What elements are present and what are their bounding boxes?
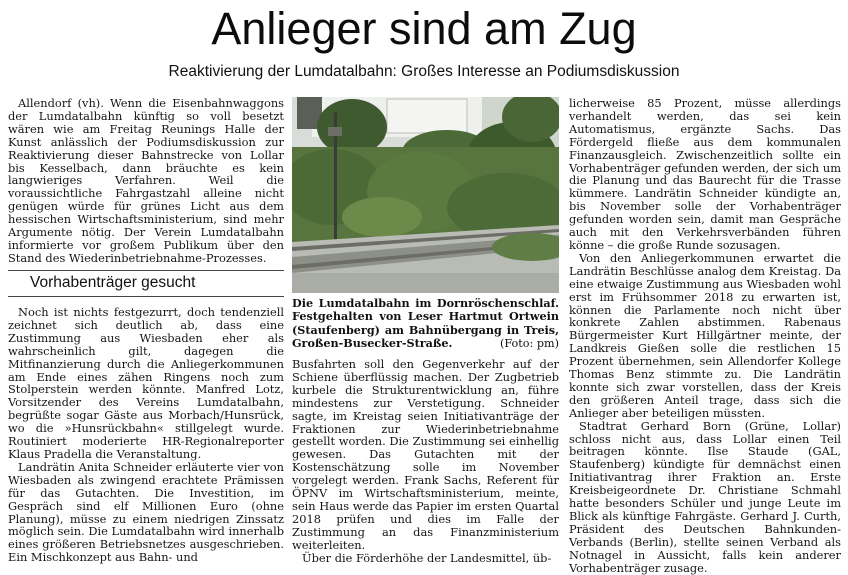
subheadline: Reaktivierung der Lumdatalbahn: Großes Interesse an Podiumsdiskussion — [168, 63, 680, 80]
article-column-3 — [569, 97, 841, 575]
article-column-1-lower — [8, 306, 284, 564]
paragraph: Stadtrat Gerhard Born (Grüne, Lollar) schloss nicht aus, dass Lollar einen Teil beitragen könnte. Ilse Staude (GAL, Staufenberg) kündigte für demnächst einen Initiativantrag ihrer Fraktion an. Erste Kreisbeigeordnete Dr. Christiane Schmahl hatte besonders Schüler und junge Leute im Blick als künftige Fahrgäste. Gerhard J. Curth, Präsident des Deutschen Bahnkunden-Verbands (Berlin), stellte seinen Verband als Notnagel in Aussicht, falls kein anderer Vorhabenträger zusage. — [569, 418, 841, 575]
paragraph: Busfahrten soll den Gegenverkehr auf der Schiene überflüssig machen. Der Zugbetrieb kurbele die Strukturentwicklung an, führe mindestens zur Verstetigung. Schneider sagte, im Kreistag seien Initiativanträge der Fraktionen zur Wiederinbetriebnahme gestellt worden. Die Zustimmung sei einhellig gewesen. Das Gutachten mit der Kostenschätzung solle im November vorgelegt werden. Frank Sachs, Referent für ÖPNV im Wirtschaftsministerium, meinte, sein Haus werde das Papier im ersten Quartal 2018 prüfen und dies im Falle der Zustimmung an das Finanzministerium weiterleiten. — [292, 357, 559, 552]
railway-photo-illustration — [292, 97, 559, 293]
article-column-2 — [292, 358, 559, 565]
paragraph: Landrätin Anita Schneider erläuterte vier von Wiesbaden als zwingend erachtete Prämissen für das Gutachten. Die Investition, im Gespräch sind elf Millionen Euro (ohne Planung), müsse zu einem niedrigen Zinssatz möglich sein. Die Lumdatalbahn wird innerhalb eines größeren Betriebsnetzes ausgeschrieben. Ein Mischkonzept aus Bahn- und — [8, 459, 285, 565]
crosshead: Vorhabenträger gesucht — [8, 270, 284, 297]
paragraph: Über die Förderhöhe der Landesmittel, üb- — [302, 550, 552, 565]
intro-paragraph: Allendorf (vh). Wenn die Eisenbahnwaggons der Lumdatalbahn künftig so voll besetzt wären wie am Freitag Reunings Halle der Kunst anlässlich der Podiumsdiskussion zur Reaktivierung dieser Bahnstrecke von Lollar bis Kesselbach, dann bräuchte es kein langwieriges Verfahren. Weil die voraussichtliche Fahrgastzahl alleine nicht genügen würde für grünes Licht aus dem hessischen Wirtschaftsministerium, sind mehr Argumente nötig. Der Verein Lumdatalbahn informierte vor großem Publikum über den Stand des Wiederinbetriebnahme-Prozesses. — [8, 96, 284, 265]
photo-railway — [292, 97, 559, 293]
headline: Anlieger sind am Zug — [211, 3, 637, 54]
paragraph: licherweise 85 Prozent, müsse allerdings verhandelt werden, das sei kein Automatismus, ergänzte Sachs. Das Fördergeld fließe aus dem kommunalen Finanzausgleich. Zwischenzeitlich sollte ein Vorhabenträger gefunden werden, der sich um die Planung und das Baurecht für die Trasse kümmere. Landrätin Schneider kündigte an, bis November solle der Vorhabenträger gefunden worden sein, damit man Gespräche auch mit den Verkehrsverbänden führen könne – die große Runde sozusagen. — [569, 96, 841, 252]
photo-caption — [292, 297, 559, 351]
photo-credit: (Foto: pm) — [500, 337, 559, 351]
caption-text: Die Lumdatalbahn im Dornröschenschlaf. Festgehalten von Leser Hartmut Ortwein (Staufenberg) am Bahnübergang in Treis, Großen-Busecker-Straße. — [292, 296, 559, 351]
paragraph: Von den Anliegerkommunen erwartet die Landrätin Beschlüsse analog dem Kreistag. Da eine etwaige Zustimmung aus Wiesbaden wohl erst im Frühsommer 2018 zu erwarten ist, können die Parlamente noch nicht über konkrete Zahlen abstimmen. Rabenaus Bürgermeister Kurt Hillgärtner meinte, der Landkreis Gießen solle die restlichen 15 Prozent übernehmen, sein Allendorfer Kollege Thomas Benz stimmte zu. Die Landrätin konnte sich zwar vorstellen, dass der Kreis den größeren Anteil trage, dass sich die Anlieger aber beteiligen müssten. — [569, 250, 841, 420]
article-column-1 — [8, 97, 284, 265]
paragraph: Noch ist nichts festgezurrt, doch tendenziell zeichnet sich deutlich ab, dass eine Zustimmung aus Wiesbaden eher als wahrscheinlich gilt, dagegen die Mitfinanzierung durch die Anliegerkommunen am Ende eines zähen Ringens noch zum Stolperstein werden könnte. Manfred Lotz, Vorsitzender des Vereins Lumdatalbahn, begrüßte sogar Gäste aus Morbach/Hunsrück, wo die »Hunsrückbahn« stillgelegt wurde. Routiniert moderierte HR-Regionalreporter Klaus Pradella die Veranstaltung. — [8, 305, 284, 461]
